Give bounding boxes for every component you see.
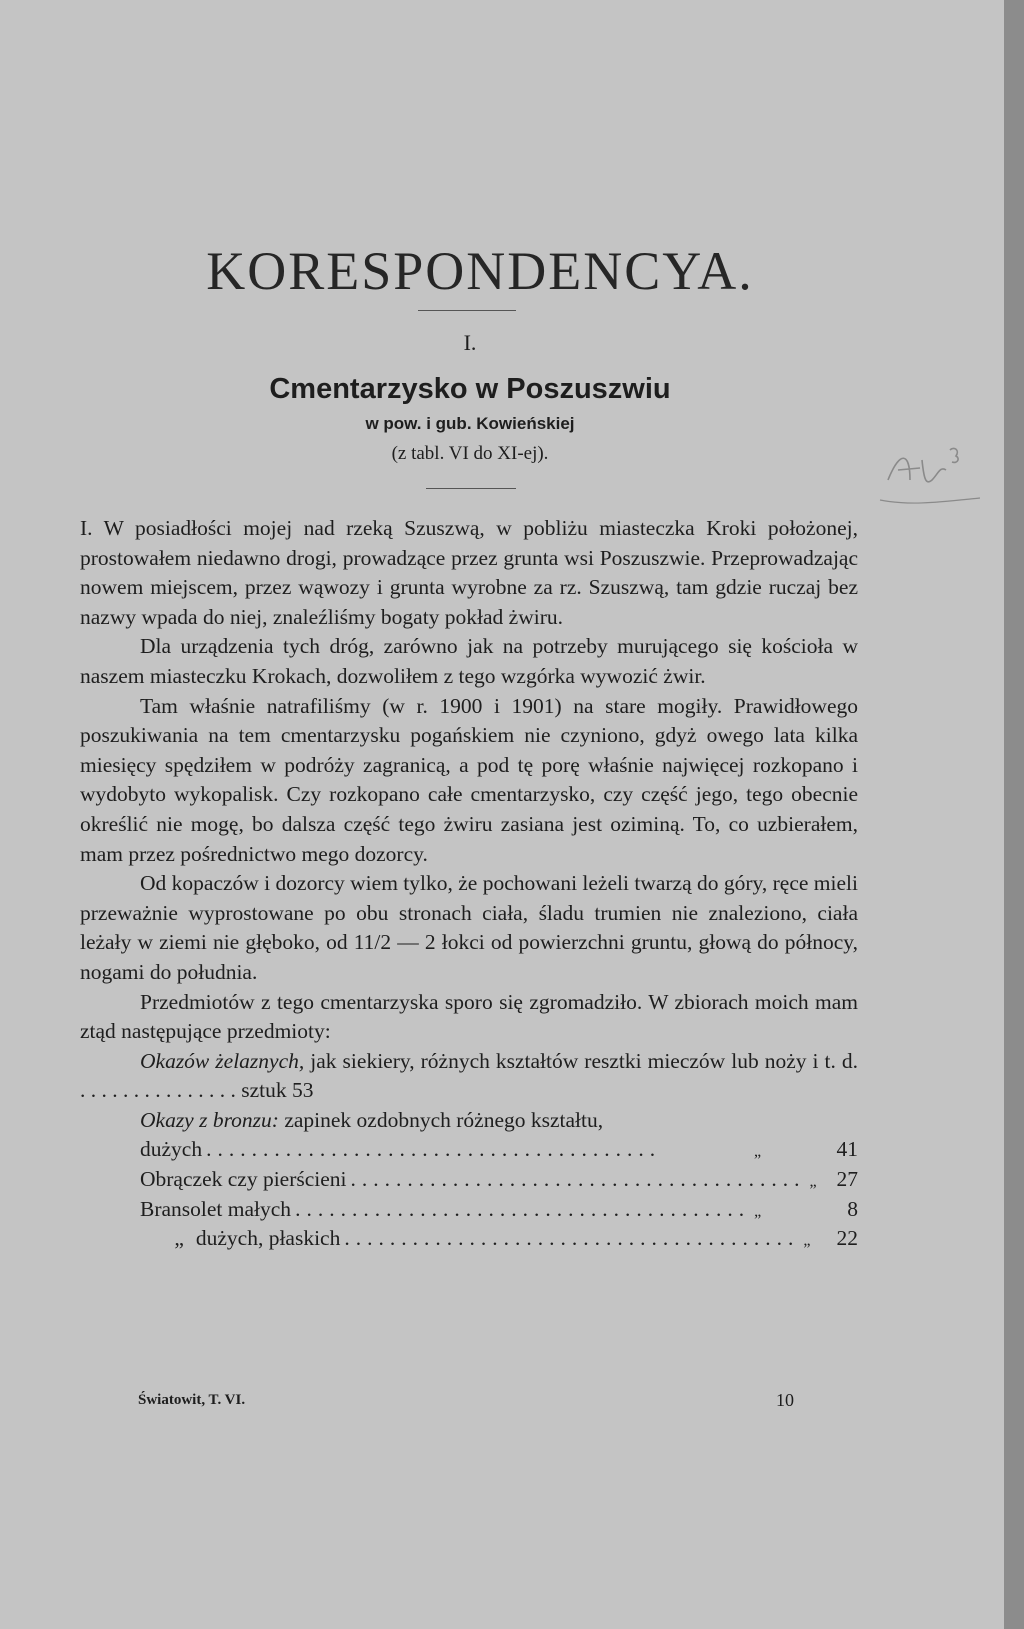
divider-rule [418, 310, 516, 311]
paragraph: Tam właśnie natrafiliśmy (w r. 1900 i 1901) na stare mogiły. Prawidłowego poszukiwania na tem cmentarzysku pogańskiem nie czyniono, gdyż owego lata kilka miesięcy spędziłem w podróży zagranicą, a pod tę porę właśnie najwięcej rozkopano i wydobyto wykopalisk. Czy rozkopano całe cmentarzysko, czy część jego, tego obecnie określić nie mogę, bo dalsza część tego żwiru zasiana jest oziminą. To, co uzbierałem, mam przez pośrednictwo mego dozorcy. [80, 693, 858, 866]
article-subtitle: w pow. i gub. Kowieńskiej [365, 414, 575, 433]
journal-footer: Światowit, T. VI. [138, 1392, 246, 1408]
inventory-row-unit: „ [803, 1232, 811, 1250]
ditto-mark: „ [174, 1226, 184, 1251]
iron-heading: Okazów żelaznych, [140, 1048, 305, 1073]
section-title: KORESPONDENCYA. [206, 241, 754, 301]
part-numeral: I. [463, 330, 477, 355]
paragraph-text: — 2 łokci od powierzchni gruntu, głową do północy, nogami do południa. [80, 930, 859, 984]
leader-dots: ........................................ [206, 1137, 662, 1162]
signature-mark: 10 [776, 1390, 794, 1410]
paragraph-text: Od kopaczów i dozorcy wiem tylko, że pochowani leżeli twarzą do góry, ręce mieli przeważnie wyprostowane po obu stronach ciała, śladu trumien nie znaleziono, ciała leżały w ziemi nie głęboko, od 1 [80, 871, 858, 955]
handwritten-annotation [880, 440, 980, 520]
inventory-row-unit: „ [754, 1202, 762, 1220]
inventory-row-unit: „ [809, 1173, 817, 1191]
bronze-heading: Okazy z bronzu: [140, 1107, 279, 1132]
inventory-row-label: Bransolet małych [140, 1196, 292, 1221]
inventory-row-label: dużych [140, 1137, 203, 1162]
inventory-row-count: 41 [836, 1137, 858, 1162]
fraction: 1/2 [363, 930, 392, 955]
leader-dots: ........................................ [344, 1226, 800, 1251]
inventory-row-label: Obrączek czy pierścieni [140, 1167, 347, 1192]
iron-unit: sztuk [241, 1078, 287, 1103]
paragraph: Dla urządzenia tych dróg, zarówno jak na potrzeby murującego się kościoła w naszem miasteczku Krokach, dozwoliłem z tego wzgórka wywozić żwir. [80, 634, 858, 688]
inventory-row-count: 22 [836, 1226, 858, 1251]
bronze-text: zapinek ozdobnych różnego kształtu, [278, 1107, 604, 1132]
iron-text: jak siekiery, różnych kształtów resztki mieczów lub noży i t. d. [304, 1048, 858, 1073]
plates-note: (z tabl. VI do XI-ej). [391, 443, 549, 464]
inventory-row-label: dużych, płaskich [195, 1226, 341, 1251]
divider-rule [426, 488, 516, 489]
leader-dots: ........................................ [295, 1196, 751, 1221]
inventory-row-count: 27 [836, 1167, 858, 1192]
leader-dots: ........................................ [350, 1167, 806, 1192]
leader-dots: . . . . . . . . . . . . . . . [80, 1078, 242, 1103]
paragraph: Przedmiotów z tego cmentarzyska sporo się zgromadziło. W zbiorach moich mam ztąd następujące przedmioty: [80, 989, 858, 1044]
article-body [80, 514, 858, 1254]
inventory-row [80, 1224, 858, 1254]
paragraph [80, 869, 858, 987]
inventory-row [80, 1165, 858, 1195]
inventory-list [80, 1047, 858, 1254]
article-title: Cmentarzysko w Poszuszwiu [269, 373, 671, 405]
page-edge [1004, 0, 1024, 1629]
inventory-bronze [80, 1106, 858, 1136]
iron-count: 53 [292, 1078, 314, 1103]
inventory-row-unit: „ [754, 1143, 762, 1161]
paragraph: I. W posiadłości mojej nad rzeką Szuszwą, w pobliżu miasteczka Kroki położonej, prostowałem niedawno drogi, prowadzące przez grunta wsi Poszuszwie. Przeprowadzając nowem miejscem, przez wąwozy i grunta wyrobne za rz. Szuszwą, tam gdzie ruczaj bez nazwy wpada do niej, znaleźliśmy bogaty pokład żwiru. [80, 516, 858, 629]
inventory-row-count: 8 [847, 1196, 858, 1221]
inventory-row [80, 1135, 858, 1165]
inventory-iron [80, 1047, 858, 1106]
inventory-row [80, 1195, 858, 1225]
